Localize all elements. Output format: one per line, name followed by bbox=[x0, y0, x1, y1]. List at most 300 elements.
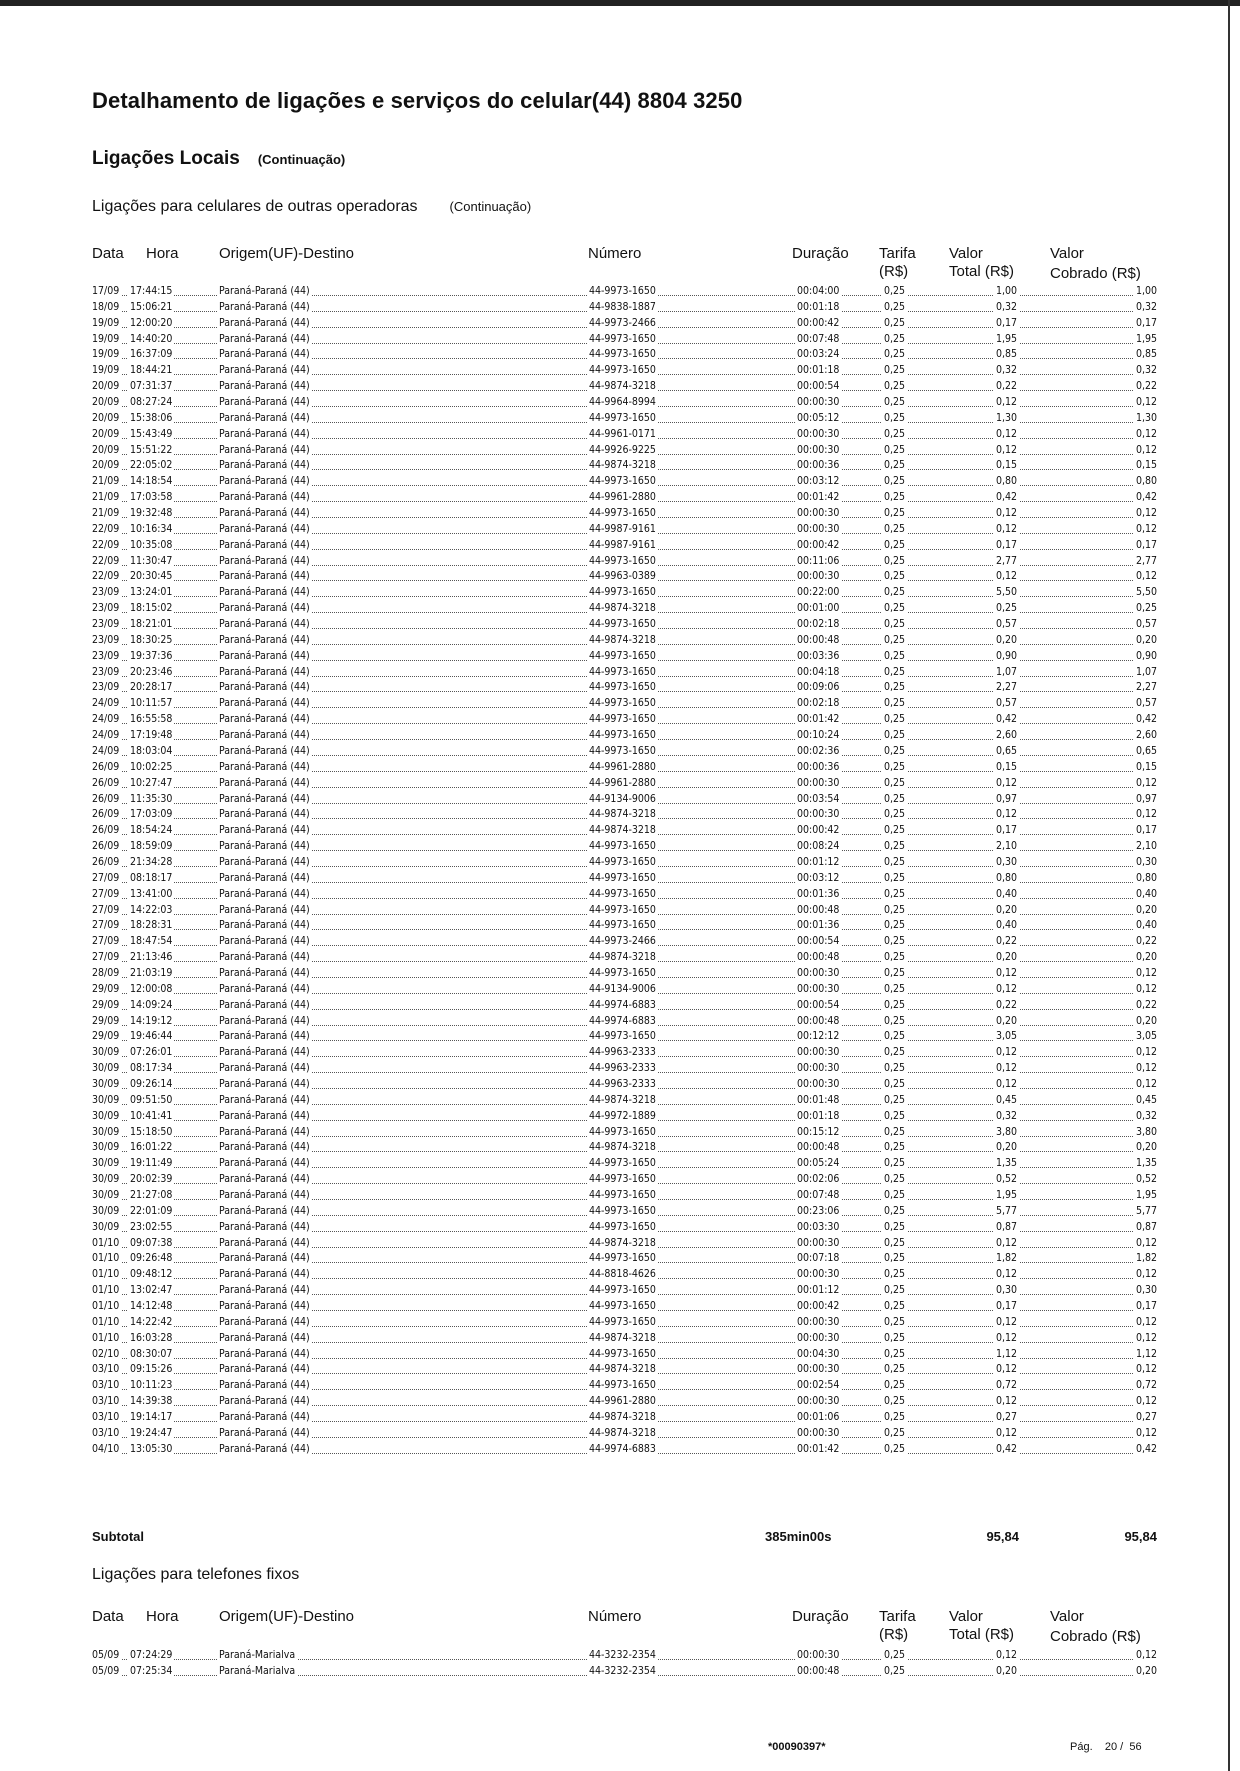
cell-total: 5,50 bbox=[995, 586, 1017, 599]
table-row bbox=[92, 553, 1157, 569]
cell-total: 0,40 bbox=[995, 887, 1017, 900]
cell-total: 0,20 bbox=[995, 1014, 1017, 1027]
cell-data: 05/09 bbox=[92, 1664, 120, 1677]
cell-data: 22/09 bbox=[92, 570, 120, 583]
cell-hora: 18:59:09 bbox=[130, 840, 173, 853]
cell-data: 03/10 bbox=[92, 1426, 120, 1439]
cell-data: 04/10 bbox=[92, 1442, 120, 1455]
cell-numero: 44-9973-1650 bbox=[589, 1030, 656, 1043]
cell-numero: 44-9973-1650 bbox=[589, 887, 656, 900]
footer-page-number bbox=[1070, 1741, 1142, 1753]
cell-data: 26/09 bbox=[92, 776, 120, 789]
cell-data: 03/10 bbox=[92, 1379, 120, 1392]
cell-duracao: 00:01:36 bbox=[797, 887, 840, 900]
cell-numero: 44-9874-3218 bbox=[589, 1236, 656, 1249]
cell-total: 0,97 bbox=[995, 792, 1017, 805]
table-row bbox=[92, 1155, 1157, 1171]
cell-total: 1,95 bbox=[995, 332, 1017, 345]
cell-tarifa: 0,25 bbox=[884, 744, 906, 757]
cell-hora: 15:43:49 bbox=[130, 427, 173, 440]
block1-title-text: Ligações para celulares de outras operadoras bbox=[92, 198, 418, 215]
table-row bbox=[92, 1060, 1157, 1076]
cell-origem: Paraná-Paraná (44) bbox=[219, 887, 310, 900]
cell-cobrado: 0,12 bbox=[1135, 982, 1157, 995]
cell-data: 01/10 bbox=[92, 1284, 120, 1297]
footer-barcode-text: *00090397* bbox=[768, 1741, 826, 1753]
cell-hora: 21:03:19 bbox=[130, 966, 173, 979]
cell-origem: Paraná-Paraná (44) bbox=[219, 1173, 310, 1186]
cell-duracao: 00:00:30 bbox=[797, 1649, 840, 1661]
cell-hora: 21:13:46 bbox=[130, 951, 173, 964]
cell-total: 0,12 bbox=[995, 1077, 1017, 1090]
cell-hora: 09:07:38 bbox=[130, 1236, 173, 1249]
cell-total: 2,77 bbox=[995, 554, 1017, 567]
table-row bbox=[92, 759, 1157, 775]
table-row bbox=[92, 806, 1157, 822]
cell-tarifa: 0,25 bbox=[884, 285, 906, 297]
cell-data: 30/09 bbox=[92, 1157, 120, 1170]
cell-total: 1,95 bbox=[995, 1188, 1017, 1201]
cell-origem: Paraná-Paraná (44) bbox=[219, 998, 310, 1011]
cell-cobrado: 0,17 bbox=[1135, 538, 1157, 551]
cell-origem: Paraná-Paraná (44) bbox=[219, 285, 310, 297]
cell-data: 19/09 bbox=[92, 348, 120, 361]
cell-cobrado: 0,87 bbox=[1135, 1220, 1157, 1233]
cell-origem: Paraná-Paraná (44) bbox=[219, 1315, 310, 1328]
cell-origem: Paraná-Paraná (44) bbox=[219, 1379, 310, 1392]
cell-numero: 44-9973-2466 bbox=[589, 316, 656, 329]
cell-tarifa: 0,25 bbox=[884, 1077, 906, 1090]
cell-origem: Paraná-Paraná (44) bbox=[219, 760, 310, 773]
cell-duracao: 00:00:30 bbox=[797, 1363, 840, 1376]
cell-duracao: 00:15:12 bbox=[797, 1125, 840, 1138]
cell-duracao: 00:00:30 bbox=[797, 966, 840, 979]
cell-tarifa: 0,25 bbox=[884, 1173, 906, 1186]
table-row bbox=[92, 616, 1157, 632]
cell-numero: 44-9838-1887 bbox=[589, 300, 656, 313]
cell-cobrado: 1,95 bbox=[1135, 1188, 1157, 1201]
table-row bbox=[92, 521, 1157, 537]
cell-tarifa: 0,25 bbox=[884, 1204, 906, 1217]
cell-cobrado: 0,57 bbox=[1135, 697, 1157, 710]
cell-numero: 44-9973-1650 bbox=[589, 1173, 656, 1186]
cell-origem: Paraná-Paraná (44) bbox=[219, 1062, 310, 1075]
cell-tarifa: 0,25 bbox=[884, 855, 906, 868]
cell-data: 22/09 bbox=[92, 522, 120, 535]
cell-cobrado: 3,05 bbox=[1135, 1030, 1157, 1043]
cell-cobrado: 0,42 bbox=[1135, 1442, 1157, 1455]
table-row bbox=[92, 791, 1157, 807]
cell-total: 1,82 bbox=[995, 1252, 1017, 1265]
cell-hora: 16:55:58 bbox=[130, 713, 173, 726]
cell-total: 0,22 bbox=[995, 998, 1017, 1011]
cell-hora: 20:02:39 bbox=[130, 1173, 173, 1186]
cell-total: 1,07 bbox=[995, 665, 1017, 678]
cell-cobrado: 0,12 bbox=[1135, 1649, 1157, 1661]
cell-tarifa: 0,25 bbox=[884, 1395, 906, 1408]
cell-tarifa: 0,25 bbox=[884, 459, 906, 472]
cell-origem: Paraná-Paraná (44) bbox=[219, 491, 310, 504]
cell-data: 20/09 bbox=[92, 411, 120, 424]
cell-data: 03/10 bbox=[92, 1395, 120, 1408]
section-title-text: Ligações Locais bbox=[92, 148, 240, 169]
cell-total: 0,30 bbox=[995, 855, 1017, 868]
cell-tarifa: 0,25 bbox=[884, 316, 906, 329]
cell-cobrado: 1,12 bbox=[1135, 1347, 1157, 1360]
cell-hora: 19:32:48 bbox=[130, 507, 173, 520]
cell-total: 0,57 bbox=[995, 618, 1017, 631]
cell-duracao: 00:23:06 bbox=[797, 1204, 840, 1217]
cell-total: 0,12 bbox=[995, 1046, 1017, 1059]
page-label: Pág. bbox=[1070, 1741, 1093, 1753]
table-row bbox=[92, 457, 1157, 473]
cell-hora: 23:02:55 bbox=[130, 1220, 173, 1233]
cell-numero: 44-9973-1650 bbox=[589, 1347, 656, 1360]
cell-numero: 44-9134-9006 bbox=[589, 792, 656, 805]
cell-data: 27/09 bbox=[92, 871, 120, 884]
cell-duracao: 00:00:54 bbox=[797, 998, 840, 1011]
cell-cobrado: 3,80 bbox=[1135, 1125, 1157, 1138]
table-row bbox=[92, 1393, 1157, 1409]
cell-hora: 16:01:22 bbox=[130, 1141, 173, 1154]
cell-tarifa: 0,25 bbox=[884, 665, 906, 678]
cell-tarifa: 0,25 bbox=[884, 300, 906, 313]
cell-data: 26/09 bbox=[92, 824, 120, 837]
cell-duracao: 00:03:36 bbox=[797, 649, 840, 662]
cell-cobrado: 0,22 bbox=[1135, 380, 1157, 393]
cell-data: 30/09 bbox=[92, 1125, 120, 1138]
cell-numero: 44-9973-1650 bbox=[589, 1300, 656, 1312]
cell-cobrado: 2,60 bbox=[1135, 729, 1157, 742]
cell-numero: 44-9961-0171 bbox=[589, 427, 656, 440]
cell-duracao: 00:00:30 bbox=[797, 808, 840, 821]
cell-tarifa: 0,25 bbox=[884, 1125, 906, 1138]
cell-tarifa: 0,25 bbox=[884, 1046, 906, 1059]
cell-cobrado: 0,12 bbox=[1135, 808, 1157, 821]
header-duracao: Duração bbox=[792, 245, 849, 262]
header-cobrado: Valor bbox=[1050, 1608, 1084, 1625]
cell-numero: 44-9973-1650 bbox=[589, 411, 656, 424]
cell-numero: 44-9974-6883 bbox=[589, 998, 656, 1011]
cell-data: 24/09 bbox=[92, 713, 120, 726]
cell-duracao: 00:00:30 bbox=[797, 1395, 840, 1408]
cell-numero: 44-9973-1650 bbox=[589, 618, 656, 631]
cell-origem: Paraná-Paraná (44) bbox=[219, 824, 310, 837]
cell-origem: Paraná-Paraná (44) bbox=[219, 903, 310, 916]
header-numero: Número bbox=[588, 1608, 642, 1625]
cell-duracao: 00:02:06 bbox=[797, 1173, 840, 1186]
cell-numero: 44-9973-1650 bbox=[589, 649, 656, 662]
cell-total: 0,22 bbox=[995, 380, 1017, 393]
cell-origem: Paraná-Paraná (44) bbox=[219, 1411, 310, 1424]
cell-total: 0,12 bbox=[995, 1649, 1017, 1661]
table-row bbox=[92, 1187, 1157, 1203]
cell-hora: 14:22:03 bbox=[130, 903, 173, 916]
cell-data: 30/09 bbox=[92, 1173, 120, 1186]
table-row bbox=[92, 426, 1157, 442]
cell-numero: 44-9874-3218 bbox=[589, 380, 656, 393]
cell-duracao: 00:01:36 bbox=[797, 919, 840, 932]
cell-duracao: 00:07:18 bbox=[797, 1252, 840, 1265]
cell-duracao: 00:01:42 bbox=[797, 1442, 840, 1455]
cell-numero: 44-9973-1650 bbox=[589, 554, 656, 567]
cell-hora: 19:14:17 bbox=[130, 1411, 173, 1424]
cell-data: 30/09 bbox=[92, 1109, 120, 1122]
cell-tarifa: 0,25 bbox=[884, 1014, 906, 1027]
cell-origem: Paraná-Paraná (44) bbox=[219, 1426, 310, 1439]
cell-tarifa: 0,25 bbox=[884, 697, 906, 710]
header-hora: Hora bbox=[146, 1608, 179, 1625]
cell-numero: 44-9874-3218 bbox=[589, 602, 656, 615]
cell-numero: 44-9973-1650 bbox=[589, 332, 656, 345]
cell-origem: Paraná-Paraná (44) bbox=[219, 1284, 310, 1297]
cell-origem: Paraná-Paraná (44) bbox=[219, 1188, 310, 1201]
cell-total: 0,42 bbox=[995, 713, 1017, 726]
cell-tarifa: 0,25 bbox=[884, 649, 906, 662]
header-tarifa: Tarifa bbox=[879, 245, 916, 262]
table-row bbox=[92, 1028, 1157, 1044]
cell-tarifa: 0,25 bbox=[884, 1379, 906, 1392]
cell-data: 23/09 bbox=[92, 665, 120, 678]
cell-duracao: 00:02:54 bbox=[797, 1379, 840, 1392]
table-row bbox=[92, 1314, 1157, 1330]
cell-origem: Paraná-Paraná (44) bbox=[219, 522, 310, 535]
cell-origem: Paraná-Paraná (44) bbox=[219, 744, 310, 757]
cell-cobrado: 0,22 bbox=[1135, 998, 1157, 1011]
cell-total: 0,12 bbox=[995, 1363, 1017, 1376]
cell-data: 20/09 bbox=[92, 443, 120, 456]
cell-numero: 44-9973-1650 bbox=[589, 697, 656, 710]
cell-cobrado: 1,30 bbox=[1135, 411, 1157, 424]
cell-origem: Paraná-Paraná (44) bbox=[219, 855, 310, 868]
cell-cobrado: 0,32 bbox=[1135, 1109, 1157, 1122]
table-row bbox=[92, 410, 1157, 426]
cell-hora: 19:37:36 bbox=[130, 649, 173, 662]
cell-data: 26/09 bbox=[92, 760, 120, 773]
cell-duracao: 00:03:12 bbox=[797, 871, 840, 884]
cell-hora: 18:44:21 bbox=[130, 364, 173, 377]
cell-tarifa: 0,25 bbox=[884, 1300, 906, 1312]
cell-cobrado: 0,20 bbox=[1135, 1664, 1157, 1677]
cell-hora: 13:41:00 bbox=[130, 887, 173, 900]
cell-origem: Paraná-Paraná (44) bbox=[219, 1030, 310, 1043]
cell-hora: 20:28:17 bbox=[130, 681, 173, 694]
cell-tarifa: 0,25 bbox=[884, 1664, 906, 1677]
cell-total: 0,12 bbox=[995, 443, 1017, 456]
table-row bbox=[92, 315, 1157, 331]
cell-duracao: 00:10:24 bbox=[797, 729, 840, 742]
cell-numero: 44-9973-1650 bbox=[589, 348, 656, 361]
cell-numero: 44-9973-1650 bbox=[589, 1125, 656, 1138]
table-row bbox=[92, 902, 1157, 918]
cell-tarifa: 0,25 bbox=[884, 411, 906, 424]
cell-tarifa: 0,25 bbox=[884, 602, 906, 615]
cell-total: 0,72 bbox=[995, 1379, 1017, 1392]
cell-cobrado: 0,80 bbox=[1135, 475, 1157, 488]
cell-duracao: 00:22:00 bbox=[797, 586, 840, 599]
cell-origem: Paraná-Paraná (44) bbox=[219, 776, 310, 789]
cell-origem: Paraná-Paraná (44) bbox=[219, 1268, 310, 1281]
table-row bbox=[92, 1377, 1157, 1393]
cell-tarifa: 0,25 bbox=[884, 792, 906, 805]
cell-tarifa: 0,25 bbox=[884, 1426, 906, 1439]
cell-total: 0,12 bbox=[995, 1315, 1017, 1328]
cell-hora: 14:12:48 bbox=[130, 1300, 173, 1312]
cell-duracao: 00:00:30 bbox=[797, 522, 840, 535]
cell-origem: Paraná-Paraná (44) bbox=[219, 427, 310, 440]
cell-duracao: 00:00:30 bbox=[797, 443, 840, 456]
cell-origem: Paraná-Paraná (44) bbox=[219, 538, 310, 551]
cell-tarifa: 0,25 bbox=[884, 1268, 906, 1281]
cell-total: 0,32 bbox=[995, 1109, 1017, 1122]
cell-total: 3,05 bbox=[995, 1030, 1017, 1043]
cell-cobrado: 0,97 bbox=[1135, 792, 1157, 805]
block2-rows bbox=[92, 1647, 1157, 1679]
cell-numero: 44-9974-6883 bbox=[589, 1014, 656, 1027]
cell-numero: 44-9973-1650 bbox=[589, 1252, 656, 1265]
cell-origem: Paraná-Paraná (44) bbox=[219, 792, 310, 805]
table-row bbox=[92, 1647, 1157, 1663]
cell-origem: Paraná-Paraná (44) bbox=[219, 871, 310, 884]
cell-duracao: 00:00:30 bbox=[797, 1315, 840, 1328]
table-row bbox=[92, 473, 1157, 489]
cell-origem: Paraná-Paraná (44) bbox=[219, 411, 310, 424]
cell-tarifa: 0,25 bbox=[884, 522, 906, 535]
cell-hora: 11:30:47 bbox=[130, 554, 173, 567]
cell-data: 01/10 bbox=[92, 1315, 120, 1328]
cell-tarifa: 0,25 bbox=[884, 760, 906, 773]
section-title bbox=[92, 148, 345, 170]
block2-header bbox=[92, 1608, 1157, 1648]
cell-data: 21/09 bbox=[92, 475, 120, 488]
cell-hora: 20:23:46 bbox=[130, 665, 173, 678]
table-row bbox=[92, 299, 1157, 315]
cell-cobrado: 1,95 bbox=[1135, 332, 1157, 345]
cell-tarifa: 0,25 bbox=[884, 427, 906, 440]
subtotal-row bbox=[92, 1529, 1157, 1549]
cell-data: 29/09 bbox=[92, 982, 120, 995]
cell-data: 24/09 bbox=[92, 697, 120, 710]
cell-origem: Paraná-Paraná (44) bbox=[219, 681, 310, 694]
cell-hora: 07:31:37 bbox=[130, 380, 173, 393]
cell-total: 0,20 bbox=[995, 1141, 1017, 1154]
cell-numero: 44-9973-1650 bbox=[589, 1188, 656, 1201]
cell-duracao: 00:01:12 bbox=[797, 1284, 840, 1297]
cell-origem: Paraná-Paraná (44) bbox=[219, 729, 310, 742]
cell-tarifa: 0,25 bbox=[884, 1284, 906, 1297]
cell-origem: Paraná-Paraná (44) bbox=[219, 1236, 310, 1249]
block1-header bbox=[92, 245, 1157, 285]
cell-tarifa: 0,25 bbox=[884, 554, 906, 567]
cell-numero: 44-9961-2880 bbox=[589, 776, 656, 789]
cell-tarifa: 0,25 bbox=[884, 618, 906, 631]
cell-numero: 44-9973-1650 bbox=[589, 681, 656, 694]
cell-data: 22/09 bbox=[92, 554, 120, 567]
section-continuation: (Continuação) bbox=[257, 152, 346, 167]
cell-total: 3,80 bbox=[995, 1125, 1017, 1138]
cell-numero: 44-9973-1650 bbox=[589, 729, 656, 742]
cell-duracao: 00:01:18 bbox=[797, 1109, 840, 1122]
cell-hora: 07:26:01 bbox=[130, 1046, 173, 1059]
cell-duracao: 00:00:30 bbox=[797, 1426, 840, 1439]
cell-cobrado: 0,12 bbox=[1135, 1236, 1157, 1249]
cell-cobrado: 0,65 bbox=[1135, 744, 1157, 757]
cell-origem: Paraná-Paraná (44) bbox=[219, 665, 310, 678]
cell-tarifa: 0,25 bbox=[884, 935, 906, 948]
cell-numero: 44-9973-1650 bbox=[589, 1284, 656, 1297]
cell-cobrado: 0,12 bbox=[1135, 522, 1157, 535]
cell-tarifa: 0,25 bbox=[884, 364, 906, 377]
cell-cobrado: 0,12 bbox=[1135, 1315, 1157, 1328]
cell-data: 01/10 bbox=[92, 1252, 120, 1265]
header-origem: Origem(UF)-Destino bbox=[219, 245, 355, 262]
cell-tarifa: 0,25 bbox=[884, 681, 906, 694]
cell-duracao: 00:00:30 bbox=[797, 427, 840, 440]
cell-total: 0,20 bbox=[995, 633, 1017, 646]
cell-total: 1,30 bbox=[995, 411, 1017, 424]
table-row bbox=[92, 1124, 1157, 1140]
cell-tarifa: 0,25 bbox=[884, 1442, 906, 1455]
cell-hora: 12:00:08 bbox=[130, 982, 173, 995]
cell-total: 0,17 bbox=[995, 1300, 1017, 1312]
cell-hora: 18:15:02 bbox=[130, 602, 173, 615]
cell-cobrado: 0,52 bbox=[1135, 1173, 1157, 1186]
cell-duracao: 00:01:00 bbox=[797, 602, 840, 615]
cell-tarifa: 0,25 bbox=[884, 903, 906, 916]
header-total: Valor bbox=[949, 245, 983, 262]
cell-tarifa: 0,25 bbox=[884, 840, 906, 853]
cell-hora: 17:44:15 bbox=[130, 285, 173, 297]
cell-origem: Paraná-Paraná (44) bbox=[219, 332, 310, 345]
cell-origem: Paraná-Paraná (44) bbox=[219, 982, 310, 995]
cell-hora: 08:18:17 bbox=[130, 871, 173, 884]
cell-hora: 09:51:50 bbox=[130, 1093, 173, 1106]
cell-numero: 44-9973-1650 bbox=[589, 966, 656, 979]
table-row bbox=[92, 331, 1157, 347]
cell-hora: 19:11:49 bbox=[130, 1157, 173, 1170]
cell-origem: Paraná-Paraná (44) bbox=[219, 602, 310, 615]
cell-origem: Paraná-Paraná (44) bbox=[219, 380, 310, 393]
cell-hora: 15:06:21 bbox=[130, 300, 173, 313]
cell-origem: Paraná-Paraná (44) bbox=[219, 1014, 310, 1027]
cell-hora: 08:27:24 bbox=[130, 396, 173, 409]
cell-hora: 13:02:47 bbox=[130, 1284, 173, 1297]
cell-hora: 10:11:57 bbox=[130, 697, 173, 710]
cell-numero: 44-9973-1650 bbox=[589, 713, 656, 726]
table-row bbox=[92, 1171, 1157, 1187]
cell-duracao: 00:00:30 bbox=[797, 1268, 840, 1281]
cell-numero: 44-9964-8994 bbox=[589, 396, 656, 409]
cell-numero: 44-9973-1650 bbox=[589, 903, 656, 916]
cell-origem: Paraná-Paraná (44) bbox=[219, 1077, 310, 1090]
cell-numero: 44-9973-1650 bbox=[589, 665, 656, 678]
cell-data: 27/09 bbox=[92, 935, 120, 948]
cell-duracao: 00:00:48 bbox=[797, 1664, 840, 1677]
table-row bbox=[92, 695, 1157, 711]
cell-data: 23/09 bbox=[92, 649, 120, 662]
cell-data: 30/09 bbox=[92, 1062, 120, 1075]
cell-total: 0,15 bbox=[995, 459, 1017, 472]
cell-data: 30/09 bbox=[92, 1188, 120, 1201]
table-row bbox=[92, 870, 1157, 886]
cell-origem: Paraná-Paraná (44) bbox=[219, 1300, 310, 1312]
cell-tarifa: 0,25 bbox=[884, 396, 906, 409]
cell-total: 0,30 bbox=[995, 1284, 1017, 1297]
cell-cobrado: 0,30 bbox=[1135, 855, 1157, 868]
cell-data: 20/09 bbox=[92, 380, 120, 393]
cell-hora: 18:28:31 bbox=[130, 919, 173, 932]
subtotal-duracao: 385min00s bbox=[765, 1529, 832, 1544]
